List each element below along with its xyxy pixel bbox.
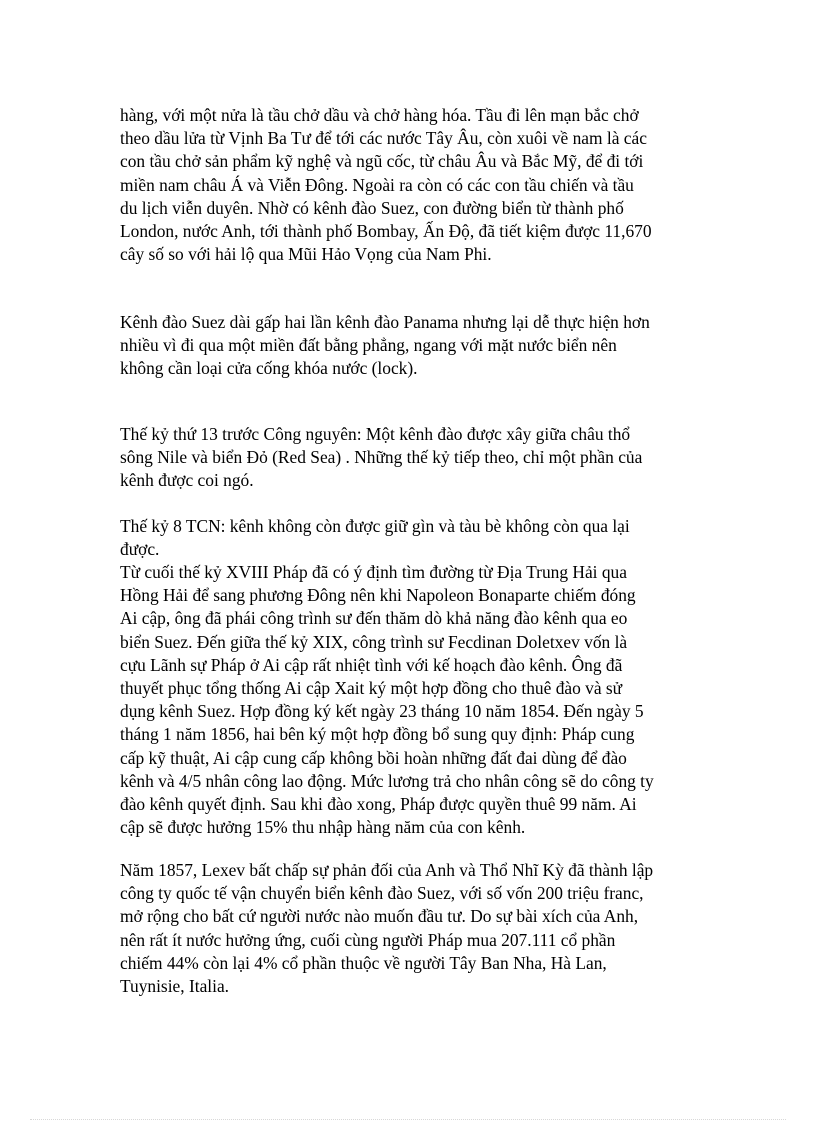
text-line: không cần loại cửa cống khóa nước (lock). <box>120 358 418 379</box>
text-line: kênh và 4/5 nhân công lao động. Mức lương trả cho nhân công sẽ do công ty <box>120 770 654 791</box>
text-line: biển Suez. Đến giữa thế kỷ XIX, công trình sư Fecdinan Doletxev vốn là <box>120 631 628 652</box>
text-line: nên rất ít nước hưởng ứng, cuối cùng người Pháp mua 207.111 cổ phần <box>120 929 616 950</box>
text-line: cấp kỹ thuật, Ai cập cung cấp không bồi hoàn những đất đai dùng để đào <box>120 747 627 768</box>
text-line: Từ cuối thế kỷ XVIII Pháp đã có ý định tìm đường từ Địa Trung Hải qua <box>120 562 627 582</box>
text-line: cựu Lãnh sự Pháp ở Ai cập rất nhiệt tình với kế hoạch đào kênh. Ông đã <box>120 654 623 675</box>
text-line: Tuynisie, Italia. <box>120 976 230 997</box>
text-line: thuyết phục tổng thống Ai cập Xait ký một hợp đồng cho thuê đào và sử <box>120 678 623 699</box>
text-line: tháng 1 năm 1856, hai bên ký một hợp đồng bổ sung quy định: Pháp cung <box>120 724 635 745</box>
paragraph-french-plan <box>120 561 710 839</box>
text-line: Năm 1857, Lexev bất chấp sự phản đối của Anh và Thổ Nhĩ Kỳ đã thành lập <box>120 860 654 880</box>
text-line: London, nước Anh, tới thành phố Bombay, Ấn Độ, đã tiết kiệm được 11,670 <box>120 221 652 242</box>
text-line: du lịch viễn duyên. Nhờ có kênh đào Suez, con đường biển từ thành phố <box>120 197 624 218</box>
paragraph-13th-century-bc <box>120 423 710 493</box>
text-line: kênh được coi ngó. <box>120 470 254 491</box>
text-line: Kênh đào Suez dài gấp hai lần kênh đào Panama nhưng lại dễ thực hiện hơn <box>120 312 650 332</box>
text-line: Ai cập, ông đã phái công trình sư đến thăm dò khả năng đào kênh qua eo <box>120 608 628 629</box>
page-bottom-divider <box>30 1119 786 1120</box>
text-line: cây số so với hải lộ qua Mũi Hảo Vọng của Nam Phi. <box>120 244 492 265</box>
text-line: dụng kênh Suez. Hợp đồng ký kết ngày 23 tháng 10 năm 1854. Đến ngày 5 <box>120 701 644 722</box>
text-line: miền nam châu Á và Viễn Đông. Ngoài ra còn có các con tầu chiến và tầu <box>120 174 634 195</box>
text-line: đào kênh quyết định. Sau khi đào xong, Pháp được quyền thuê 99 năm. Ai <box>120 794 637 815</box>
paragraph-shipping-routes <box>120 104 710 266</box>
text-line: theo dầu lửa từ Vịnh Ba Tư để tới các nước Tây Âu, còn xuôi về nam là các <box>120 128 647 149</box>
text-line: con tầu chở sản phẩm kỹ nghệ và ngũ cốc, từ châu Âu và Bắc Mỹ, để đi tới <box>120 151 644 172</box>
text-line: chiếm 44% còn lại 4% cổ phần thuộc về người Tây Ban Nha, Hà Lan, <box>120 952 607 973</box>
paragraph-suez-vs-panama <box>120 311 710 381</box>
text-line: mở rộng cho bất cứ người nước nào muốn đầu tư. Do sự bài xích của Anh, <box>120 906 639 927</box>
paragraph-1857-company <box>120 859 710 998</box>
text-line: hàng, với một nửa là tầu chở dầu và chở hàng hóa. Tầu đi lên mạn bắc chở <box>120 105 639 125</box>
text-line: công ty quốc tế vận chuyển biển kênh đào Suez, với số vốn 200 triệu franc, <box>120 883 644 904</box>
text-line: sông Nile và biển Đỏ (Red Sea) . Những thế kỷ tiếp theo, chỉ một phần của <box>120 447 643 468</box>
paragraph-8th-century-bc <box>120 515 710 561</box>
text-line: cập sẽ được hưởng 15% thu nhập hàng năm của con kênh. <box>120 817 526 838</box>
text-line: nhiều vì đi qua một miền đất bằng phẳng, ngang với mặt nước biển nên <box>120 335 617 356</box>
text-line: Thế kỷ thứ 13 trước Công nguyên: Một kênh đào được xây giữa châu thổ <box>120 424 631 444</box>
text-line: được. <box>120 539 160 560</box>
text-line: Hồng Hải để sang phương Đông nên khi Napoleon Bonaparte chiếm đóng <box>120 585 636 606</box>
text-line: Thế kỷ 8 TCN: kênh không còn được giữ gìn và tàu bè không còn qua lại <box>120 516 630 536</box>
